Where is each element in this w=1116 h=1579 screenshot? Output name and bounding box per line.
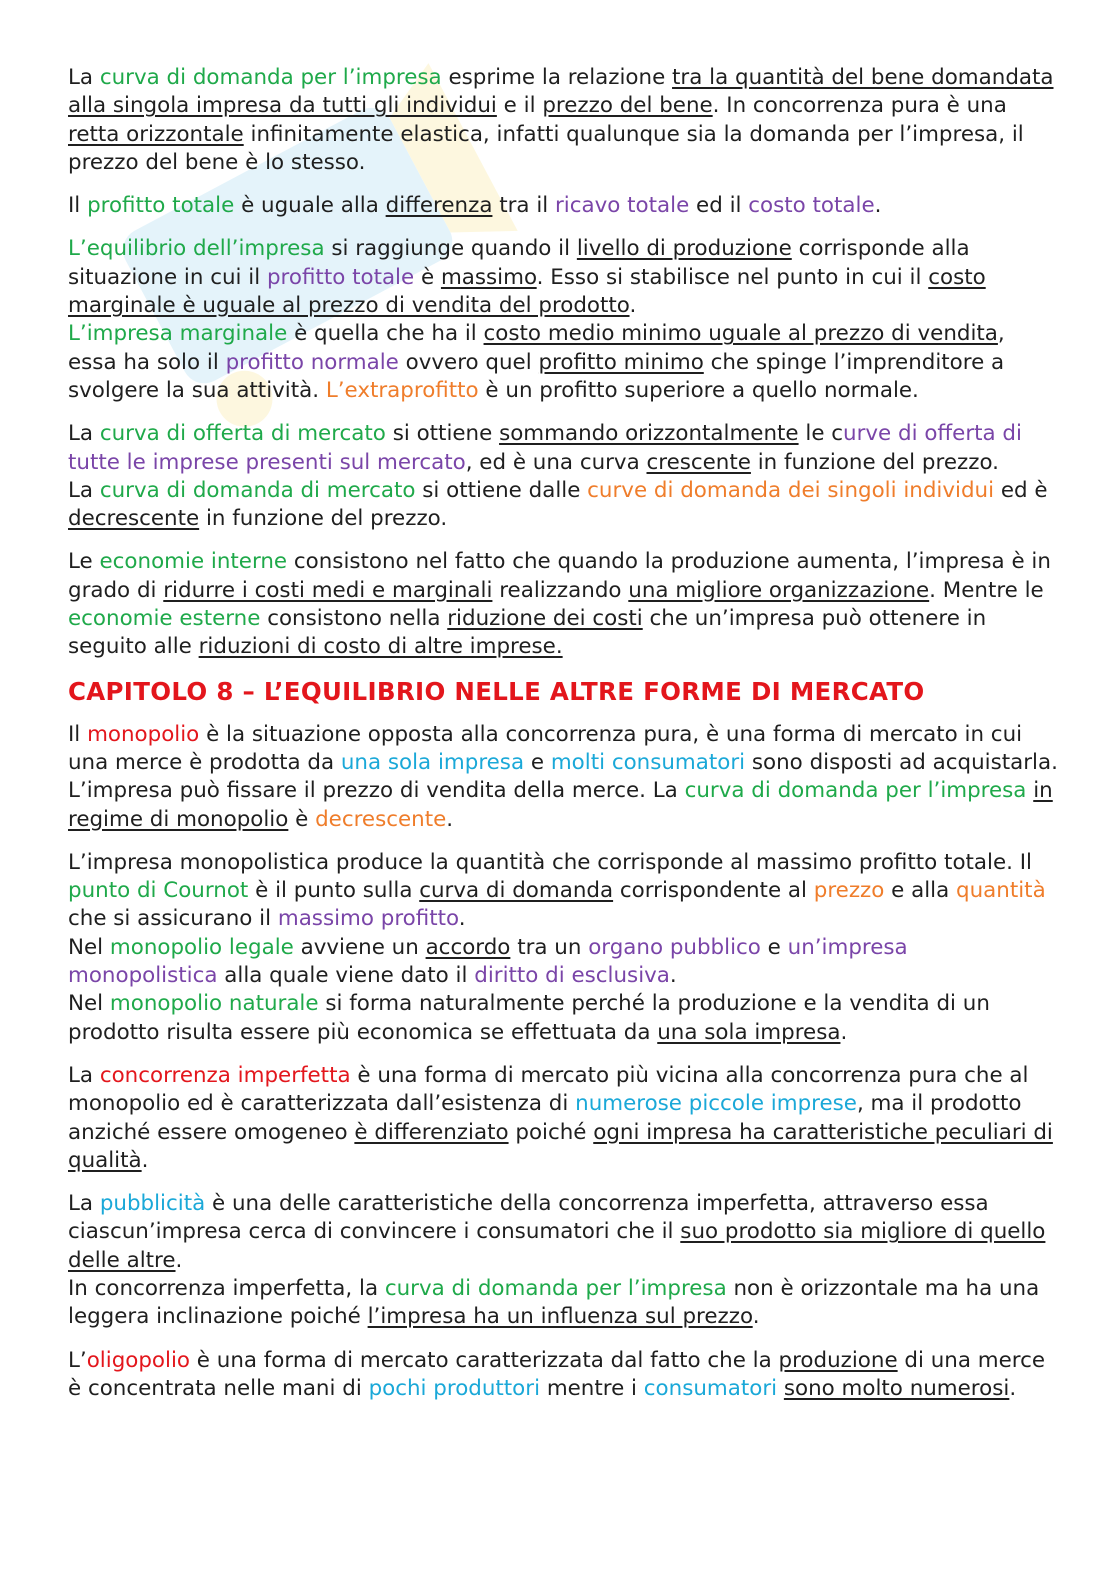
text-run: è una forma di mercato più vicina alla concorrenza pura che al monopolio ed è caratterizzata dall’esistenza di [68, 1062, 1029, 1117]
text-run: che spinge l’imprenditore a svolgere la sua attività. [68, 349, 1005, 403]
text-run: consistono nella [260, 606, 448, 632]
text-run: . [175, 1247, 183, 1273]
highlighted-term: oligopolio [86, 1347, 190, 1373]
paragraph-p15 [68, 1347, 1058, 1404]
document-page [68, 64, 1058, 1418]
underlined-phrase: una sola impresa [657, 1019, 841, 1045]
underlined-phrase: costo marginale è uguale al prezzo di vendita del prodotto [68, 264, 986, 319]
highlighted-term: curva di offerta di mercato [99, 421, 386, 447]
paragraph-p5 [68, 420, 1058, 477]
text-run: consistono nel fatto che quando la produzione aumenta, l’impresa è in grado di [68, 549, 1051, 603]
text-run: avviene un [293, 934, 426, 960]
text-run: La [68, 1062, 100, 1088]
highlighted-term: curva di domanda per l’impresa [99, 65, 442, 90]
highlighted-term: punto di Cournot [68, 878, 249, 904]
paragraph-p4 [68, 320, 1058, 405]
underlined-phrase: è differenziato [354, 1119, 509, 1145]
highlighted-term: prezzo [813, 878, 885, 904]
paragraph-p7 [68, 548, 1058, 661]
text-run: La [68, 1191, 100, 1217]
highlighted-term: curva di domanda di mercato [99, 477, 416, 503]
text-run: sono disposti ad acquistarla. L’impresa può fissare il prezzo di vendita della merce. La [68, 749, 1058, 804]
text-run: esprime la relazione [441, 65, 673, 90]
text-run: poiché [508, 1119, 594, 1145]
text-run: mentre i [540, 1375, 644, 1401]
highlighted-term: massimo profitto [277, 906, 459, 932]
text-run: è una delle caratteristiche della concorrenza imperfetta, attraverso essa ciascun’impresa cerca di convincere i consumatori che il [68, 1191, 989, 1245]
text-run: . Esso si stabilisce nel punto in cui il [536, 264, 929, 290]
paragraph-p9 [68, 849, 1058, 934]
underlined-phrase: livello di produzione [576, 236, 792, 262]
text-run: e [760, 934, 788, 960]
highlighted-term: numerose piccole imprese [575, 1091, 857, 1117]
paragraph-p10 [68, 934, 1058, 991]
highlighted-term: molti consumatori [550, 749, 746, 775]
underlined-phrase: tra la quantità del bene domandata alla singola impresa da tutti gli individui [68, 65, 1054, 119]
highlighted-term: curve di domanda dei singoli individui [587, 477, 995, 503]
highlighted-term: monopolio legale [109, 934, 294, 960]
text-run: . [629, 293, 637, 319]
text-run: Il [68, 193, 88, 219]
paragraph-p6 [68, 477, 1058, 534]
text-run: è la situazione opposta alla concorrenza pura, è una forma di mercato in cui una merce è prodotta da [68, 721, 1023, 775]
underlined-phrase: sommando orizzontalmente [499, 421, 799, 447]
highlighted-term: profitto totale [87, 193, 235, 219]
underlined-phrase: decrescente [68, 506, 200, 532]
text-run: . [458, 906, 466, 932]
highlighted-term: una sola impresa [340, 749, 525, 775]
underlined-phrase: l’impresa ha un influenza sul prezzo [367, 1304, 753, 1330]
text-run: . In concorrenza pura è una [712, 93, 1007, 119]
text-run: Le [68, 549, 100, 575]
underlined-phrase: curva di domanda [419, 878, 614, 904]
text-run: . [874, 193, 882, 219]
paragraph-p11 [68, 990, 1058, 1047]
underlined-phrase: riduzione dei costi [447, 606, 643, 632]
highlighted-term: concorrenza imperfetta [99, 1062, 351, 1088]
highlighted-term: decrescente [315, 806, 447, 832]
highlighted-term: profitto totale [266, 264, 415, 290]
text-run: . Mentre le [929, 577, 1044, 603]
text-run: L’impresa monopolistica produce la quantità che corrisponde al massimo profitto totale. Il [68, 849, 1032, 875]
text-run: . [669, 963, 677, 989]
text-run: è un profitto superiore a quello normale. [478, 377, 919, 403]
underlined-phrase: accordo [425, 934, 511, 960]
text-run: è [288, 806, 316, 832]
text-run: si raggiunge quando il [324, 236, 577, 262]
text-run: , essa ha solo il [68, 321, 1005, 375]
highlighted-term: ricavo totale [555, 193, 690, 219]
text-run: La [68, 421, 100, 447]
paragraph-p14 [68, 1275, 1058, 1332]
text-run: ed il [689, 193, 749, 219]
text-run: è [414, 264, 441, 290]
text-run [777, 1376, 784, 1401]
text-run: corrispondente al [613, 878, 814, 904]
text-run: Nel [68, 991, 110, 1017]
text-run: tra un [510, 934, 589, 960]
highlighted-term: pochi produttori [368, 1375, 541, 1401]
text-run: è uguale alla [234, 193, 386, 219]
text-run: , ma il prodotto anziché essere omogeneo [68, 1091, 1022, 1145]
text-run: è quella che ha il [287, 321, 484, 347]
highlighted-term: curva di domanda per l’impresa [684, 778, 1027, 804]
text-run: . [752, 1304, 760, 1330]
text-run: e [524, 749, 551, 775]
paragraph-p8 [68, 721, 1058, 834]
paragraph-p3 [68, 235, 1058, 320]
highlighted-term: economie esterne [68, 606, 261, 632]
text-run: si ottiene dalle [415, 477, 588, 503]
highlighted-term: curva di domanda per l’impresa [384, 1275, 727, 1301]
text-run: alla quale viene dato il [217, 963, 475, 989]
text-run: ovvero quel [398, 349, 539, 375]
text-run: e il [496, 93, 543, 119]
paragraph-p13 [68, 1190, 1058, 1275]
text-run: . [1009, 1375, 1017, 1401]
highlighted-term: organo pubblico [588, 934, 761, 960]
highlighted-term: un’impresa monopolistica [68, 934, 908, 989]
underlined-phrase: massimo [440, 264, 537, 290]
underlined-phrase: riduzioni di costo di altre imprese. [198, 634, 563, 660]
text-run: in funzione del prezzo. [199, 506, 448, 532]
highlighted-term: L’impresa marginale [68, 321, 288, 347]
highlighted-term: L’extraprofitto [325, 377, 479, 403]
text-run: . [446, 806, 454, 832]
text-run: CAPITOLO 8 – L’EQUILIBRIO NELLE ALTRE FORME DI MERCATO [68, 676, 925, 706]
underlined-phrase: una migliore organizzazione [628, 577, 930, 603]
underlined-phrase: produzione [778, 1347, 898, 1373]
underlined-phrase: in regime di monopolio [68, 778, 1053, 832]
text-run: In concorrenza imperfetta, la [68, 1275, 385, 1301]
underlined-phrase: costo medio minimo uguale al prezzo di vendita [483, 321, 998, 347]
underlined-phrase: ridurre i costi medi e marginali [163, 577, 493, 603]
text-run: è il punto sulla [248, 878, 420, 904]
text-run: è una forma di mercato caratterizzata dal fatto che la [190, 1347, 779, 1373]
text-run: le c [798, 421, 844, 447]
highlighted-term: pubblicità [99, 1191, 206, 1217]
text-run: che si assicurano il [68, 906, 278, 932]
highlighted-term: costo totale [748, 193, 875, 219]
text-run: La [68, 477, 100, 503]
text-run: L’ [68, 1347, 87, 1373]
text-run: si ottiene [385, 421, 500, 447]
text-run: . [141, 1147, 149, 1173]
chapter-heading [68, 677, 1058, 707]
underlined-phrase: retta orizzontale [68, 121, 244, 147]
underlined-phrase: profitto minimo [538, 349, 704, 375]
underlined-phrase: prezzo del bene [542, 93, 713, 119]
text-run: ed è [994, 477, 1048, 503]
underlined-phrase: suo prodotto sia migliore di quello delle altre [68, 1219, 1046, 1273]
paragraph-p2 [68, 192, 1058, 220]
underlined-phrase: sono molto numerosi [783, 1375, 1010, 1401]
underlined-phrase: crescente [646, 449, 751, 475]
text-run: . [840, 1019, 848, 1045]
text-run: realizzando [492, 577, 629, 603]
underlined-phrase: ogni impresa ha caratteristiche peculiari di qualità [68, 1119, 1053, 1173]
text-run: e alla [884, 878, 957, 904]
text-run: La [68, 65, 100, 90]
text-run: di una merce è concentrata nelle mani di [68, 1347, 1046, 1401]
highlighted-term: profitto normale [225, 349, 399, 375]
text-run: , ed è una curva [465, 449, 647, 475]
highlighted-term: quantità [956, 878, 1046, 904]
highlighted-term: monopolio [87, 721, 200, 747]
text-run: Il [68, 721, 88, 747]
text-run: corrisponde alla situazione in cui il [68, 236, 970, 290]
paragraph-p12 [68, 1062, 1058, 1175]
highlighted-term: urve di offerta di tutte le imprese presenti sul mercato [68, 421, 1022, 475]
text-run: si forma naturalmente perché la produzione e la vendita di un prodotto risulta essere più economica se effettuata da [68, 991, 990, 1045]
highlighted-term: consumatori [643, 1375, 778, 1401]
highlighted-term: monopolio naturale [109, 991, 319, 1017]
highlighted-term: L’equilibrio dell’impresa [68, 236, 325, 262]
highlighted-term: diritto di esclusiva [474, 963, 670, 989]
text-run: non è orizzontale ma ha una leggera inclinazione poiché [68, 1275, 1040, 1330]
text-run: in funzione del prezzo. [750, 449, 999, 475]
paragraph-p1 [68, 64, 1058, 177]
underlined-phrase: differenza [385, 193, 493, 219]
text-run: tra il [492, 193, 556, 219]
text-run: Nel [68, 934, 110, 960]
highlighted-term: economie interne [99, 549, 288, 575]
text-run: che un’impresa può ottenere in seguito alle [68, 606, 987, 660]
text-run: infinitamente elastica, infatti qualunque sia la domanda per l’impresa, il prezzo del bene è lo stesso. [68, 121, 1024, 175]
